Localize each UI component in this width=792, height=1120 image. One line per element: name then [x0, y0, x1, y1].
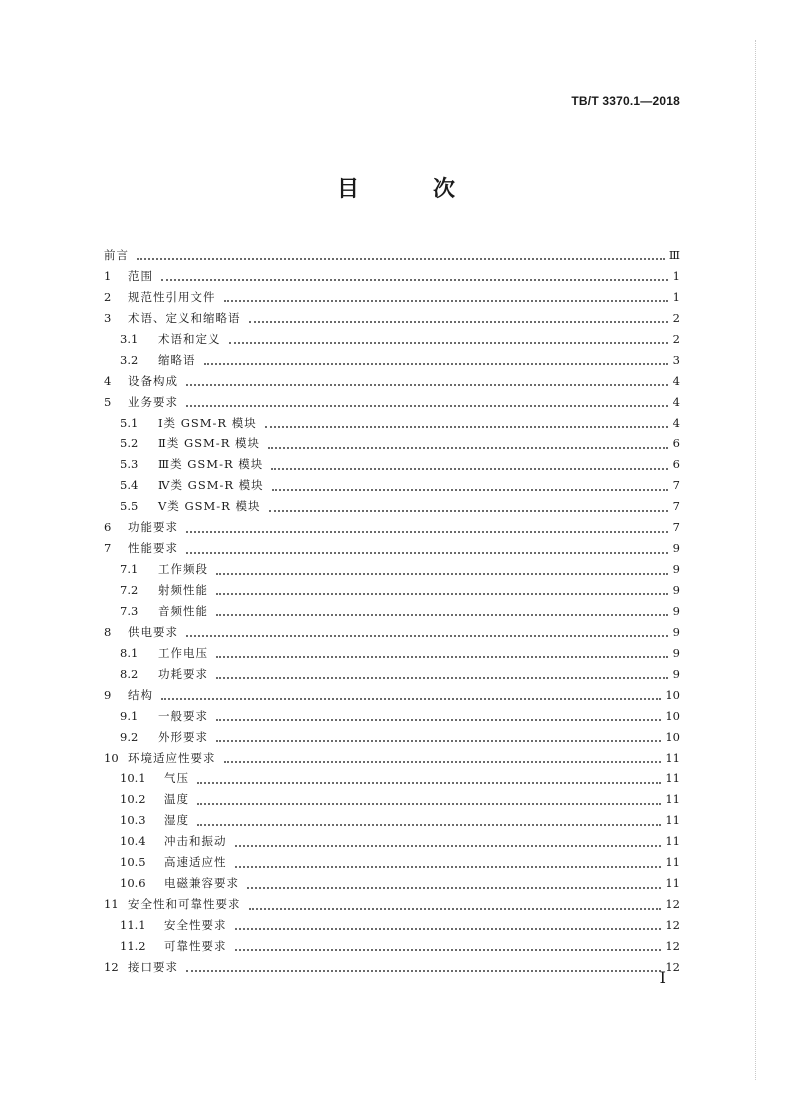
toc-entry[interactable]: [104, 475, 680, 496]
toc-dot-leader: [161, 269, 668, 281]
toc-dot-leader: [161, 688, 661, 700]
toc-entry[interactable]: [104, 643, 680, 664]
toc-entry-page: 1: [672, 268, 680, 283]
toc-dot-leader: [235, 939, 662, 951]
toc-entry-number: 2: [104, 289, 112, 304]
toc-entry[interactable]: [104, 371, 680, 392]
scan-edge-dots: [755, 40, 756, 1080]
toc-entry[interactable]: [104, 559, 680, 580]
toc-entry-page: 1: [672, 289, 680, 304]
toc-dot-leader: [216, 583, 668, 595]
toc-entry-label: 供电要求: [128, 624, 178, 639]
toc-entry-label: 业务要求: [128, 394, 178, 409]
toc-dot-leader: [204, 353, 669, 365]
toc-entry-label: 术语、定义和缩略语: [128, 310, 241, 325]
toc-entry-label: 安全性和可靠性要求: [128, 897, 241, 912]
toc-entry[interactable]: [104, 287, 680, 308]
toc-entry-label: 环境适应性要求: [128, 750, 216, 765]
toc-dot-leader: [272, 479, 668, 491]
toc-dot-leader: [216, 604, 668, 616]
toc-entry-page: 12: [665, 897, 680, 912]
toc-dot-leader: [186, 960, 661, 972]
toc-entry-label: 安全性要求: [164, 918, 227, 932]
toc-entry-label: 外形要求: [158, 729, 208, 744]
toc-dot-leader: [186, 521, 668, 533]
toc-entry-page: 7: [672, 478, 680, 493]
toc-entry-number: 5.3: [120, 457, 139, 472]
toc-dot-leader: [268, 437, 668, 449]
toc-entry-number: 3.1: [120, 331, 139, 346]
toc-entry[interactable]: [104, 413, 680, 434]
toc-entry-number: 7.3: [120, 603, 139, 618]
toc-dot-leader: [229, 332, 669, 344]
toc-entry-page: 11: [665, 876, 680, 891]
toc-entry-page: 10: [665, 687, 680, 702]
toc-dot-leader: [249, 898, 662, 910]
toc-entry-label: 高速适应性: [164, 855, 227, 870]
toc-entry[interactable]: [104, 350, 680, 371]
toc-entry-page: 11: [665, 750, 680, 765]
toc-entry-page: 7: [672, 499, 680, 514]
toc-entry-label: 工作频段: [158, 562, 208, 577]
toc-dot-leader: [216, 646, 668, 658]
toc-entry-number: 11.1: [120, 918, 146, 932]
toc-entry[interactable]: [104, 329, 680, 350]
toc-entry[interactable]: [104, 245, 680, 266]
toc-dot-leader: [186, 542, 668, 554]
toc-entry[interactable]: [104, 517, 680, 538]
toc-entry-label: 温度: [164, 792, 189, 807]
toc-entry-number: 6: [104, 520, 112, 535]
toc-entry-page: 2: [672, 310, 680, 325]
toc-dot-leader: [197, 772, 661, 784]
toc-entry-page: 3: [672, 352, 680, 367]
toc-entry-label: 功能要求: [128, 520, 178, 535]
toc-entry-page: 11: [665, 792, 680, 807]
toc-entry[interactable]: [104, 433, 680, 454]
toc-entry-number: 7: [104, 541, 112, 556]
toc-entry-label: Ⅱ类 GSM-R 模块: [158, 436, 261, 451]
toc-dot-leader: [197, 793, 661, 805]
toc-dot-leader: [235, 835, 662, 847]
toc-entry-number: 11: [104, 897, 119, 912]
toc-entry-number: 7.2: [120, 583, 139, 597]
toc-dot-leader: [186, 374, 668, 386]
toc-entry[interactable]: [104, 308, 680, 329]
toc-entry[interactable]: [104, 454, 680, 475]
toc-entry-number: 4: [104, 373, 112, 388]
toc-entry-page: 12: [665, 938, 680, 953]
toc-entry-number: 10.6: [120, 876, 146, 891]
toc-entry-page: 4: [672, 394, 680, 409]
toc-dot-leader: [216, 667, 668, 679]
toc-entry-page: 9: [672, 645, 680, 660]
toc-entry[interactable]: [104, 789, 680, 810]
toc-entry-page: Ⅲ: [668, 248, 680, 262]
toc-entry[interactable]: [104, 538, 680, 559]
toc-entry-label: 电磁兼容要求: [164, 876, 239, 891]
toc-entry-label: 接口要求: [128, 959, 178, 974]
toc-entry-number: 9.1: [120, 708, 139, 723]
toc-entry-page: 4: [672, 415, 680, 430]
toc-entry-page: 6: [672, 436, 680, 451]
toc-entry[interactable]: [104, 601, 680, 622]
toc-entry-number: 3: [104, 310, 112, 325]
toc-entry-label: 缩略语: [158, 352, 196, 367]
toc-entry-page: 11: [665, 813, 680, 828]
toc-dot-leader: [216, 709, 661, 721]
toc-entry-number: 5.2: [120, 436, 139, 451]
toc-entry-page: 9: [672, 562, 680, 577]
toc-dot-leader: [137, 248, 665, 260]
toc-entry-page: 2: [672, 331, 680, 346]
toc-entry-number: 10: [104, 750, 119, 765]
toc-entry-page: 11: [665, 855, 680, 870]
toc-entry-label: 湿度: [164, 813, 189, 828]
toc-dot-leader: [224, 290, 669, 302]
toc-entry-page: 9: [672, 603, 680, 618]
toc-entry[interactable]: [104, 727, 680, 748]
standard-code: TB/T 3370.1—2018: [571, 94, 680, 108]
toc-entry-number: 5: [104, 394, 112, 409]
toc-entry-label: 一般要求: [158, 708, 208, 723]
toc-entry[interactable]: [104, 685, 680, 706]
toc-entry[interactable]: [104, 873, 680, 894]
table-of-contents: [104, 245, 680, 978]
toc-entry-page: 9: [672, 541, 680, 556]
toc-entry-label: 可靠性要求: [164, 938, 227, 953]
toc-entry[interactable]: [104, 768, 680, 789]
toc-entry[interactable]: [104, 622, 680, 643]
toc-entry-label: 规范性引用文件: [128, 289, 216, 304]
toc-entry-label: 结构: [128, 687, 153, 702]
toc-entry[interactable]: [104, 706, 680, 727]
toc-entry-number: 8: [104, 624, 112, 639]
toc-entry[interactable]: [104, 894, 680, 915]
toc-entry-page: 6: [672, 457, 680, 472]
toc-dot-leader: [265, 416, 668, 428]
toc-entry-label: 前言: [104, 248, 129, 262]
toc-entry-number: 1: [104, 268, 112, 283]
toc-dot-leader: [271, 458, 668, 470]
toc-entry-label: Ⅰ类 GSM-R 模块: [158, 415, 257, 430]
toc-entry-page: 7: [672, 520, 680, 535]
toc-entry-number: 5.1: [120, 415, 139, 430]
toc-entry-label: 功耗要求: [158, 666, 208, 681]
toc-entry-page: 4: [672, 373, 680, 388]
toc-entry-number: 8.2: [120, 666, 139, 681]
toc-entry-number: 8.1: [120, 645, 139, 660]
toc-entry-label: 气压: [164, 771, 189, 786]
toc-entry-label: 射频性能: [158, 583, 208, 597]
toc-entry-page: 12: [665, 918, 680, 932]
toc-dot-leader: [235, 918, 662, 930]
toc-entry[interactable]: [104, 915, 680, 936]
toc-entry-number: 10.5: [120, 855, 146, 870]
toc-dot-leader: [197, 814, 661, 826]
toc-entry[interactable]: [104, 580, 680, 601]
toc-entry[interactable]: [104, 831, 680, 852]
toc-entry-page: 11: [665, 771, 680, 786]
toc-entry[interactable]: [104, 957, 680, 978]
toc-entry-number: 9: [104, 687, 112, 702]
page-title: 目 次: [336, 176, 481, 202]
toc-entry[interactable]: [104, 852, 680, 873]
toc-dot-leader: [269, 500, 669, 512]
toc-entry-number: 9.2: [120, 729, 139, 744]
toc-entry[interactable]: [104, 664, 680, 685]
toc-dot-leader: [216, 563, 668, 575]
toc-entry-page: 12: [665, 959, 680, 974]
toc-entry[interactable]: [104, 392, 680, 413]
toc-entry-number: 5.5: [120, 499, 139, 514]
toc-entry[interactable]: [104, 266, 680, 287]
toc-entry-number: 3.2: [120, 352, 139, 367]
toc-entry-page: 9: [672, 583, 680, 597]
toc-entry-label: 设备构成: [128, 373, 178, 388]
toc-dot-leader: [247, 877, 661, 889]
toc-entry-page: 9: [672, 666, 680, 681]
toc-entry[interactable]: [104, 496, 680, 517]
page-folio: Ⅰ: [659, 968, 666, 987]
toc-entry-label: Ⅳ类 GSM-R 模块: [158, 478, 264, 493]
toc-entry-number: 10.2: [120, 792, 146, 807]
toc-entry-label: 范围: [128, 268, 153, 283]
toc-entry-label: 工作电压: [158, 645, 208, 660]
toc-entry-label: 性能要求: [128, 541, 178, 556]
toc-entry-page: 9: [672, 624, 680, 639]
toc-entry-number: 5.4: [120, 478, 139, 493]
toc-entry[interactable]: [104, 748, 680, 769]
toc-entry-label: 音频性能: [158, 603, 208, 618]
toc-entry-number: 11.2: [120, 938, 146, 953]
toc-entry-label: Ⅴ类 GSM-R 模块: [158, 499, 261, 514]
toc-entry-number: 10.3: [120, 813, 146, 828]
toc-entry-label: Ⅲ类 GSM-R 模块: [158, 457, 264, 472]
toc-entry-number: 10.4: [120, 834, 146, 849]
toc-entry[interactable]: [104, 936, 680, 957]
toc-dot-leader: [224, 751, 662, 763]
toc-dot-leader: [235, 856, 662, 868]
toc-entry-label: 术语和定义: [158, 331, 221, 346]
toc-dot-leader: [249, 311, 669, 323]
toc-dot-leader: [216, 730, 661, 742]
toc-entry-number: 10.1: [120, 771, 146, 786]
toc-entry-page: 10: [665, 708, 680, 723]
toc-dot-leader: [186, 395, 668, 407]
toc-entry[interactable]: [104, 810, 680, 831]
toc-entry-number: 7.1: [120, 562, 139, 577]
toc-entry-number: 12: [104, 959, 119, 974]
toc-entry-page: 10: [665, 729, 680, 744]
toc-dot-leader: [186, 625, 668, 637]
toc-entry-label: 冲击和振动: [164, 834, 227, 849]
toc-entry-page: 11: [665, 834, 680, 849]
